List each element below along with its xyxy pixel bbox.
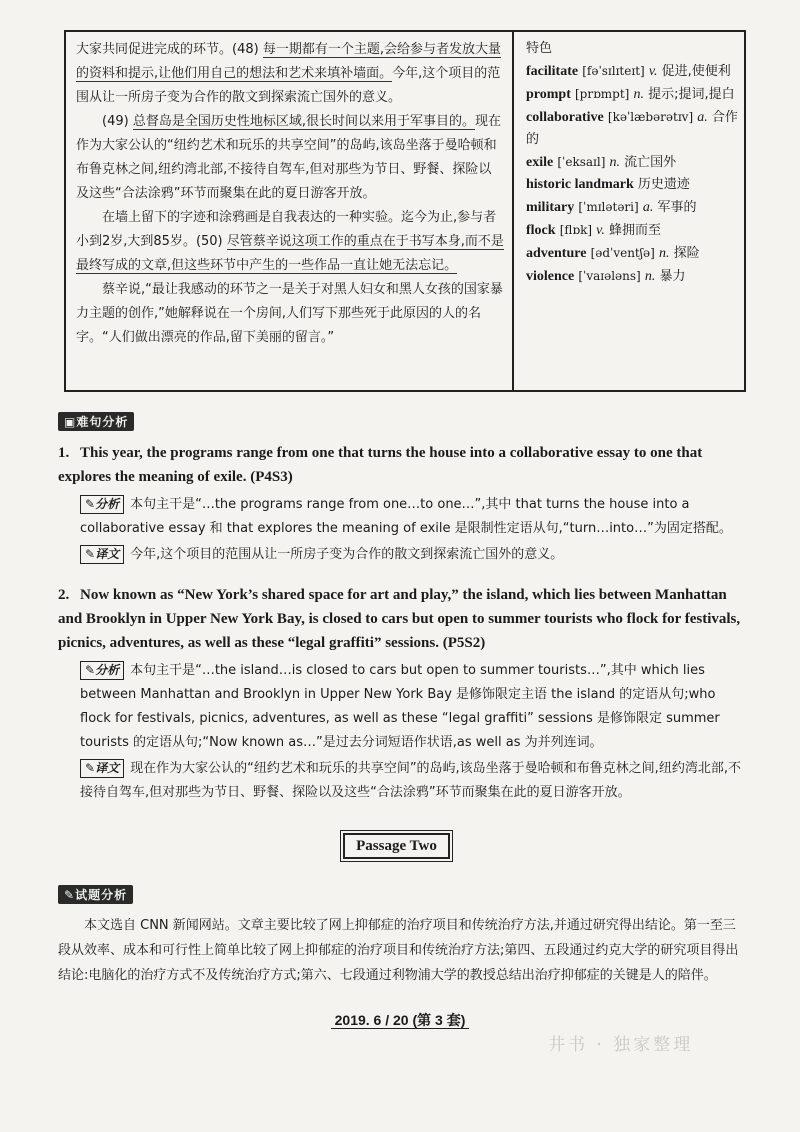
section-tag-label: 试题分析 — [75, 888, 128, 902]
vocab-item — [526, 83, 738, 106]
vocab-item — [526, 174, 738, 196]
translation-column — [66, 32, 514, 390]
vocab-definition: 暴力 — [659, 269, 686, 284]
translation-para-1 — [76, 38, 504, 110]
page-footer — [0, 1010, 800, 1030]
vocab-phonetic: [prɒmpt] — [575, 87, 630, 101]
vocab-item — [526, 219, 738, 242]
sentence-1-translation — [58, 543, 748, 567]
vocab-phonetic: [flɒk] — [559, 223, 593, 237]
pencil-icon: ✎ — [64, 888, 76, 902]
vocab-pos: v. — [596, 223, 605, 238]
pencil-icon: ✎ — [85, 761, 96, 775]
vocab-word: adventure — [526, 246, 587, 261]
vocab-column — [514, 32, 744, 390]
sentence-1-analysis — [58, 493, 748, 541]
sentence-2-analysis — [58, 659, 748, 755]
underlined-translation-48: 每一期都有一个主题,会给参与者发放大量的资料和提示,让他们用自己的想法和艺术来填补墙面。 — [76, 42, 501, 81]
analysis-text: 本句主干是“…the programs range from one…to one…”,其中 that turns the house into a collaborative essay 和 that explores the meaning of exile 是限制性定语从句,“turn…into…”为固定搭配。 — [80, 497, 732, 536]
analysis-label — [80, 661, 124, 680]
vocab-definition: 军事的 — [657, 200, 697, 215]
page-number: 2019. 6 / 20 (第 3 套) — [331, 1012, 470, 1029]
underlined-translation-49: 总督岛是全国历史性地标区域,很长时间以来用于军事目的。 — [132, 114, 475, 129]
passage-summary: 本文选自 CNN 新闻网站。文章主要比较了网上抑郁症的治疗项目和传统治疗方法,并通过研究得出结论。第一至三段从效率、成本和可行性上简单比较了网上抑郁症的治疗项目和传统治疗方法;第四、五段通过约克大学的研究项目得出结论:电脑化的治疗方式不及传统治疗方式;第六、七段通过利物浦大学的教授总结出治疗抑郁症的关键是人的陪伴。 — [58, 918, 739, 983]
translation-para-3 — [76, 206, 504, 278]
section-tag-label: 难句分析 — [76, 415, 129, 429]
sentence-number: 2. — [58, 587, 70, 603]
sentence-2-english — [58, 583, 748, 655]
pencil-icon: ✎ — [85, 497, 96, 511]
vocab-pos: n. — [633, 87, 644, 102]
vocab-pos: a. — [642, 200, 654, 215]
analysis-label-text: 分析 — [95, 497, 120, 511]
translation-vocab-box — [64, 30, 746, 392]
sentence-2-translation — [58, 757, 748, 805]
vocab-pos: n. — [644, 269, 656, 284]
vocab-item — [526, 242, 738, 265]
translation-text: (49) — [102, 114, 133, 129]
vocab-item — [526, 106, 738, 151]
translation-para-4: 蔡辛说,“最让我感动的环节之一是关于对黑人妇女和黑人女孩的国家暴力主题的创作,”她解释说在一个房间,人们写下那些死于此原因的人的名字。“人们做出漂亮的作品,留下美丽的留言。” — [76, 282, 503, 345]
watermark: 井书 · 独家整理 — [548, 1035, 694, 1055]
translation-text: 现在作为大家公认的“纽约艺术和玩乐的共享空间”的岛屿,该岛坐落于曼哈顿和布鲁克林之间,纽约湾北部,不接待自驾车,但对那些为节日、野餐、探险以及这些“合法涂鸦”环节而聚集在此的夏日游客开放。 — [76, 114, 501, 201]
translation-text: 大家共同促进完成的环节。(48) — [76, 42, 263, 57]
vocab-item — [526, 265, 738, 288]
translation-text: 今年,这个项目的范围从让一所房子变为合作的散文到探索流亡国外的意义。 — [76, 66, 501, 105]
vocab-pos: n. — [609, 155, 621, 170]
translation-text: 今年,这个项目的范围从让一所房子变为合作的散文到探索流亡国外的意义。 — [130, 547, 564, 562]
vocab-definition: 促进,使便利 — [661, 64, 731, 79]
sentence-number: 1. — [58, 445, 70, 461]
vocab-word: flock — [526, 223, 556, 238]
vocab-definition: 提示;提词,提白 — [648, 87, 735, 102]
translation-para-2 — [76, 110, 504, 206]
vocab-word: facilitate — [526, 64, 579, 79]
translation-label — [80, 759, 124, 778]
pencil-icon: ✎ — [85, 663, 96, 677]
underlined-translation-50: 尽管蔡辛说这项工作的重点在于书写本身,而不是最终写成的文章,但这些环节中产生的一些作品一直让她无法忘记。 — [76, 234, 504, 273]
vocab-pos: v. — [648, 64, 658, 79]
vocab-item — [526, 60, 738, 83]
vocab-definition: 特色 — [526, 41, 553, 56]
vocab-word: violence — [526, 269, 575, 284]
vocab-pos: n. — [658, 246, 670, 261]
square-icon: ▣ — [64, 415, 77, 429]
vocab-phonetic: [kəˈlæbərətɪv] — [607, 110, 694, 124]
analysis-text: 本句主干是“…the island…is closed to cars but open to summer tourists…”,其中 which lies between Manhattan and Brooklyn in Upper New York Bay 是修饰限定主语 the island 的定语从句;who flock for festivals, picnics, adventures, as well as these “legal graffiti” sessions 是修饰限定 summer tourists 的定语从句;“Now known as…”是过去分词短语作状语,as well as 为并列连词。 — [80, 663, 720, 750]
vocab-word: prompt — [526, 87, 571, 102]
vocab-item — [526, 196, 738, 219]
section-tag-difficult-sentences — [58, 412, 134, 431]
sentence-1-english — [58, 441, 748, 489]
vocab-word: historic landmark — [526, 177, 634, 192]
translation-label-text: 译文 — [95, 547, 120, 561]
vocab-phonetic: [ˈmɪlətəri] — [578, 200, 639, 214]
section-tag-analysis — [58, 885, 133, 904]
translation-label — [80, 545, 124, 564]
vocab-word: military — [526, 200, 575, 215]
translation-text: 现在作为大家公认的“纽约艺术和玩乐的共享空间”的岛屿,该岛坐落于曼哈顿和布鲁克林之间,纽约湾北部,不接待自驾车,但对那些为节日、野餐、探险以及这些“合法涂鸦”环节而聚集在此的夏日游客开放。 — [80, 761, 741, 800]
vocab-phonetic: [ˈvaɪələns] — [578, 269, 641, 283]
analysis-label-text: 分析 — [95, 663, 120, 677]
vocab-phonetic: [ˈeksaɪl] — [557, 155, 606, 169]
vocab-definition: 合作的 — [526, 110, 738, 147]
vocab-definition: 蜂拥而至 — [609, 223, 662, 238]
vocab-definition: 历史遗迹 — [637, 177, 690, 192]
vocab-pos: a. — [697, 110, 708, 125]
vocab-item — [526, 38, 738, 60]
vocab-word: exile — [526, 155, 554, 170]
analysis-label — [80, 495, 124, 514]
sentence-text: Now known as “New York’s shared space for art and play,” the island, which lies between Manhattan and Brooklyn in Upper New York Bay, is closed to cars but open to summer tourists who flock for festivals, picnics, adventures, as well as these “legal graffiti” sessions. (P5S2) — [58, 587, 741, 651]
vocab-definition: 流亡国外 — [624, 155, 677, 170]
vocab-word: collaborative — [526, 110, 604, 125]
vocab-item — [526, 151, 738, 174]
sentence-2 — [58, 583, 748, 805]
translation-text: 在墙上留下的字迹和涂鸦画是自我表达的一种实验。迄今为止,参与者小到2岁,大到85岁。(50) — [76, 210, 497, 249]
passage-two-heading: Passage Two — [343, 833, 450, 859]
pencil-icon: ✎ — [85, 547, 96, 561]
translation-label-text: 译文 — [95, 761, 120, 775]
sentence-1 — [58, 441, 748, 567]
vocab-definition: 探险 — [673, 246, 700, 261]
vocab-phonetic: [fəˈsɪlɪteɪt] — [582, 64, 645, 78]
vocab-phonetic: [ədˈventʃə] — [590, 246, 655, 260]
sentence-text: This year, the programs range from one that turns the house into a collaborative essay to one that explores the meaning of exile. (P4S3) — [58, 445, 703, 485]
